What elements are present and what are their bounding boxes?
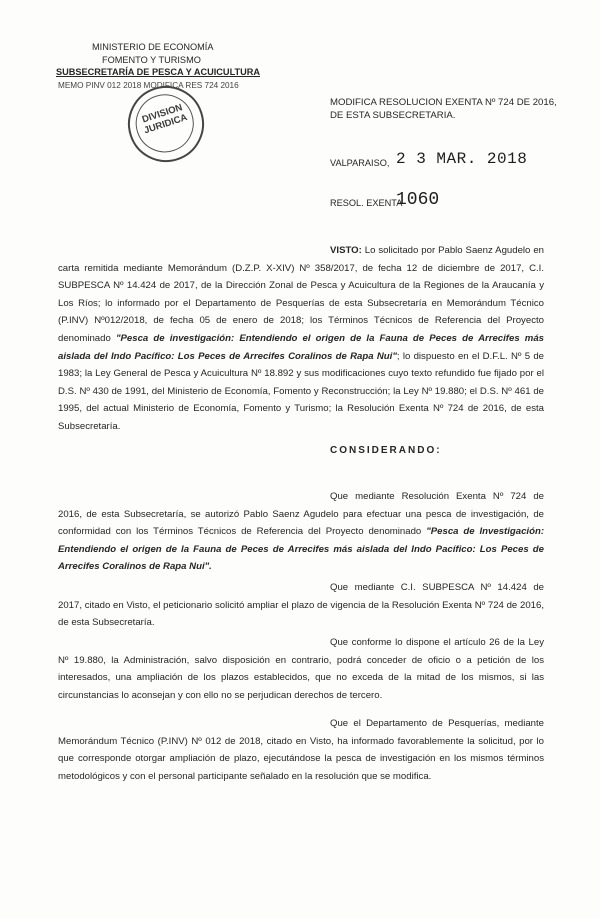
considerando-3: Que conforme lo dispone el artículo 26 de la Ley Nº 19.880, la Administración, salvo disposición en contrario, podrá conceder de oficio o a petición de los interesados, una ampliación de los plazos establecidos, que no exceda de la mitad de los mismos, si las circunstancias lo aconsejan y con ello no se perjudican derechos de tercero. (58, 637, 544, 701)
visto-project-title: "Pesca de investigación: Entendiendo el origen de la Fauna de Peces de Arrecifes más aislada del Indo Pacífico: Los Peces de Arrecifes Coralinos de Rapa Nui" (58, 332, 545, 362)
considerando-4: Que el Departamento de Pesquerías, mediante Memorándum Técnico (P.INV) Nº 012 de 2018, citado en Visto, ha informado favorablemente la solicitud, por lo que corresponde otorgar ampliación de plazo, ejecutándose la pesca de investigación en los mismos términos metodológicos y con el personal participante señalado en la resolución que se modifica. (58, 718, 544, 782)
resol-label: RESOL. EXENTA (330, 198, 403, 208)
stamp-label: DIVISION JURIDICA (140, 102, 189, 137)
considerando-2: Que mediante C.I. SUBPESCA Nº 14.424 de 2017, citado en Visto, el peticionario solicitó ampliar el plazo de vigencia de la Resolución Exenta Nº 724 de 2016, de esta Subsecretaría. (58, 582, 544, 629)
resol-number: 1060 (396, 190, 440, 210)
date-label: VALPARAISO, (330, 158, 390, 168)
ministry-name-line2: FOMENTO Y TURISMO (102, 55, 201, 65)
ministry-name: MINISTERIO DE ECONOMÍA (92, 42, 214, 52)
visto-text-1: Lo solicitado por Pablo Saenz Agudelo en carta remitida mediante Memorándum (D.Z.P. X-XIV) Nº 358/2017, de fecha 12 de diciembre de 2017, C.I. SUBPESCA Nº 14.424 de 2017, de la Dirección Zonal de Pesca y Acuicultura de la Regiones de la Araucanía y Los Ríos; lo informado por el Departamento de Pesquerías de esta Subsecretaría en Memorándum Técnico (P.INV) Nº012/2018, de fecha 05 de enero de 2018; los Términos Técnicos de Referencia del Proyecto denominado (58, 245, 544, 344)
subject-line-2: DE ESTA SUBSECRETARIA. (330, 110, 456, 121)
considerando-heading: CONSIDERANDO: (330, 445, 442, 456)
considerando-1-title: "Pesca de Investigación: Entendiendo el origen de la Fauna de Peces de Arrecifes más aislada del Indo Pacífico: Los Peces de Arrecifes Coralinos de Rapa Nui". (58, 526, 545, 573)
visto-paragraph (58, 242, 544, 436)
subsecretaria-name: SUBSECRETARÍA DE PESCA Y ACUICULTURA (56, 67, 261, 77)
date-value: 2 3 MAR. 2018 (396, 150, 528, 168)
considerando-1-text: Que mediante Resolución Exenta Nº 724 de 2016, de esta Subsecretaría, se autorizó Pablo Saenz Agudelo para efectuar una pesca de investigación, de conformidad con los Términos Técnicos de Referencia del Proyecto denominado (58, 491, 544, 538)
visto-heading: VISTO: (330, 245, 362, 256)
memo-reference: MEMO PINV 012 2018 MODIFICA RES 724 2016 (58, 81, 239, 90)
subject-line-1: MODIFICA RESOLUCION EXENTA Nº 724 DE 2016, (330, 97, 557, 108)
considerando-1 (58, 488, 544, 576)
visto-text-2: ; lo dispuesto en el D.F.L. Nº 5 de 1983; la Ley General de Pesca y Acuicultura Nº 18.892 y sus modificaciones cuyo texto refundido fue fijado por el D.S. Nº 430 de 1991, del Ministerio de Economía, Fomento y Reconstrucción; la Ley Nº 19.880; el D.S. Nº 461 de 1995, del actual Ministerio de Economía, Fomento y Turismo; la Resolución Exenta Nº 724 de 2016, de esta Subsecretaría. (58, 350, 544, 432)
